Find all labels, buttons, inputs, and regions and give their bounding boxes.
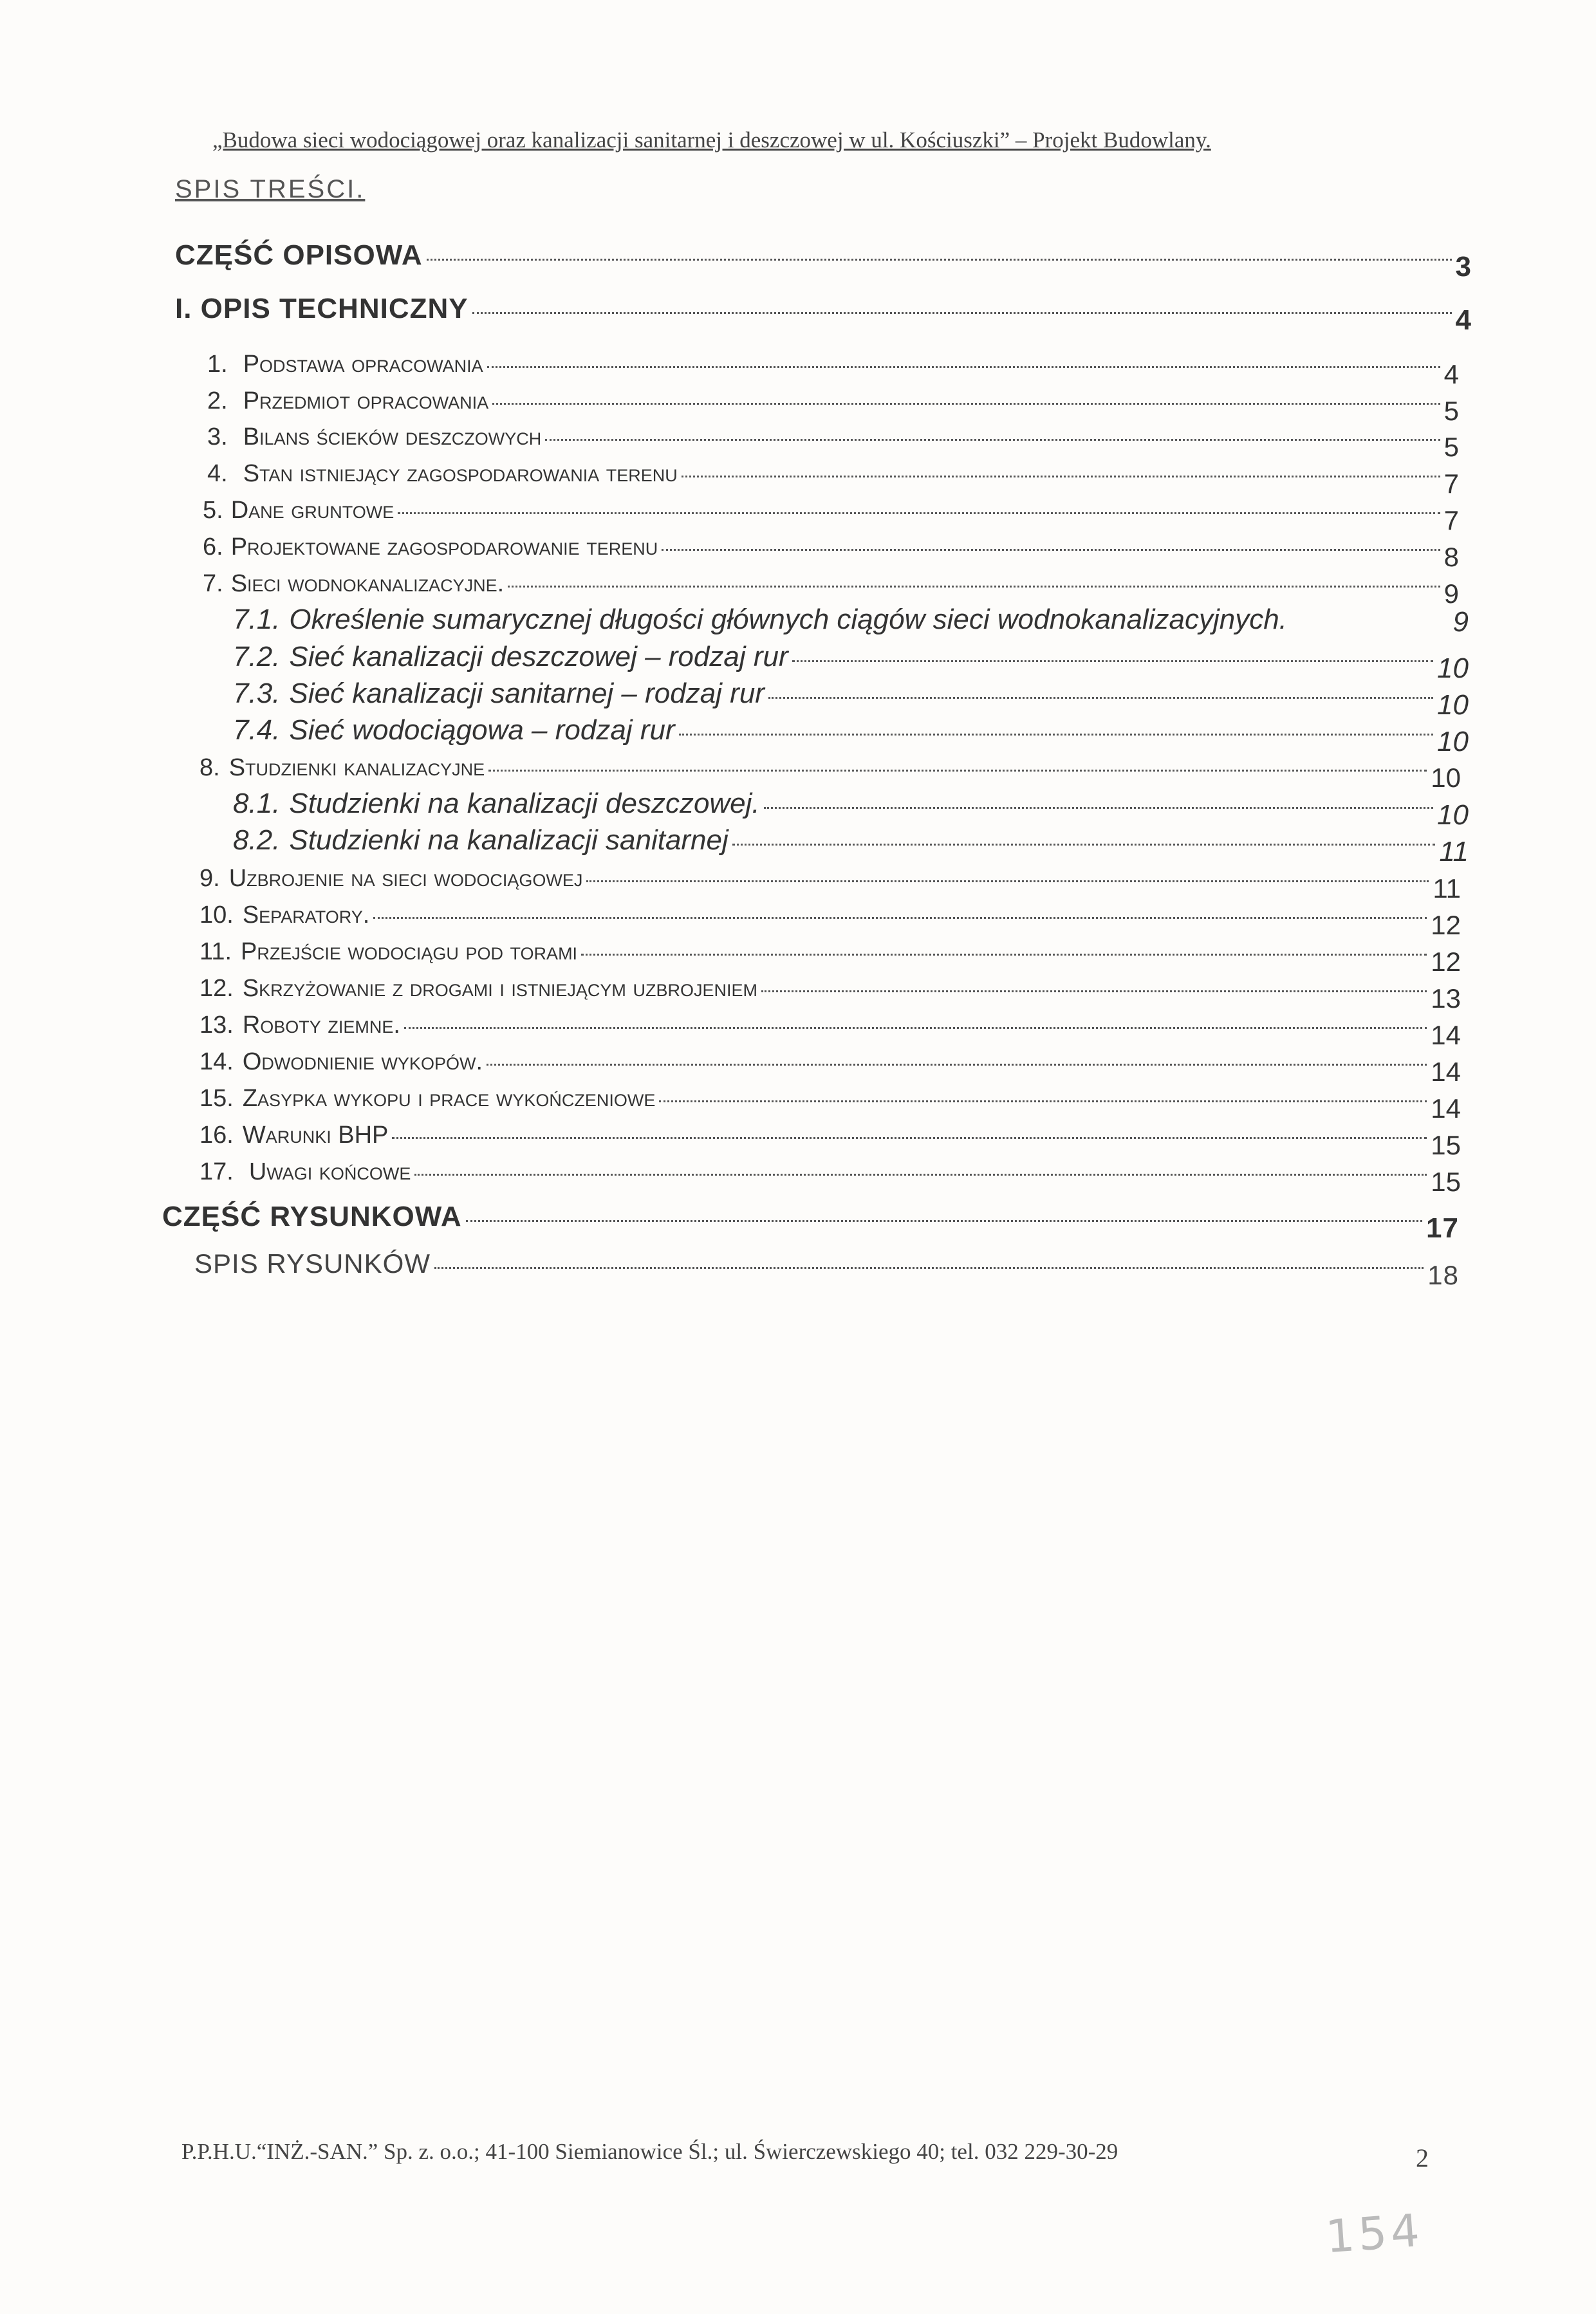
- toc-entry-page: 8: [1443, 542, 1459, 572]
- toc-entry-number: 6.: [203, 533, 223, 560]
- toc-entry-page: 10: [1437, 726, 1469, 757]
- toc-entry-number: 7.4.: [233, 714, 281, 746]
- toc-entry-number: 17.: [200, 1158, 234, 1185]
- toc-entry-page: 5: [1443, 432, 1459, 462]
- toc-entry-number: 13.: [200, 1012, 234, 1039]
- toc-entry-label: Sieć wodociągowa – rodzaj rur: [289, 714, 675, 746]
- toc-entry[interactable]: [200, 751, 1461, 793]
- toc-entry-label: Przejście wodociągu pod torami: [241, 938, 578, 965]
- handwritten-note: 154: [1324, 2203, 1425, 2264]
- toc-entry-number: 4.: [207, 460, 228, 487]
- toc-entry[interactable]: [194, 1248, 1459, 1290]
- toc-entry[interactable]: [233, 714, 1469, 757]
- toc-entry[interactable]: [207, 384, 1459, 426]
- toc-entry-page: 14: [1431, 1093, 1461, 1124]
- toc-entry-number: 8.2.: [233, 824, 281, 856]
- toc-entry-page: 10: [1437, 689, 1469, 721]
- toc-entry-number: 8.: [200, 754, 220, 781]
- toc-entry-number: 7.3.: [233, 678, 281, 709]
- document-header: „Budowa sieci wodociągowej oraz kanalizacji sanitarnej i deszczowej w ul. Kościuszki” – Projekt Budowlany.: [212, 127, 1211, 153]
- toc-entry-label: Sieci wodnokanalizacyjne.: [230, 570, 505, 597]
- toc-entry-number: 7.1.: [233, 604, 281, 635]
- toc-title: SPIS TREŚCI.: [175, 175, 366, 203]
- toc-entry[interactable]: [200, 1008, 1461, 1050]
- toc-entry-label: Warunki BHP: [242, 1122, 389, 1149]
- toc-entry[interactable]: [200, 935, 1461, 977]
- toc-entry[interactable]: [200, 1155, 1461, 1197]
- toc-entry-number: 11.: [200, 938, 232, 965]
- toc-entry-label: Studzienki na kanalizacji sanitarnej: [289, 824, 728, 856]
- toc-entry-number: 12.: [200, 975, 234, 1002]
- toc-entry-label: I. OPIS TECHNICZNY: [175, 293, 469, 324]
- toc-entry-label: Sieć kanalizacji deszczowej – rodzaj rur: [289, 641, 788, 672]
- toc-entry-number: 3.: [207, 423, 228, 450]
- toc-entry-label: Uzbrojenie na sieci wodociągowej: [228, 865, 583, 892]
- toc-entry-page: 10: [1437, 653, 1469, 684]
- toc-entry-page: 7: [1443, 505, 1459, 535]
- toc-entry-page: 11: [1433, 873, 1461, 903]
- toc-entry-page: 3: [1455, 251, 1472, 282]
- toc-entry[interactable]: [203, 567, 1459, 609]
- toc-entry-page: 11: [1439, 836, 1469, 867]
- toc-entry-label: Sieć kanalizacji sanitarnej – rodzaj rur: [289, 678, 765, 709]
- toc-entry[interactable]: [200, 898, 1461, 940]
- toc-entry-page: 7: [1443, 468, 1459, 499]
- toc-entry-page: 18: [1427, 1260, 1459, 1290]
- page-number: 2: [1416, 2143, 1429, 2172]
- toc-entry-number: 1.: [207, 351, 228, 378]
- toc-entry-label: SPIS RYSUNKÓW: [194, 1248, 431, 1279]
- toc-entry-label: CZĘŚĆ RYSUNKOWA: [162, 1201, 462, 1232]
- toc-entry[interactable]: [175, 239, 1472, 282]
- toc-entry-page: 14: [1431, 1020, 1461, 1050]
- toc-entry-page: 9: [1452, 606, 1469, 638]
- toc-entry[interactable]: [203, 530, 1459, 572]
- toc-entry-label: Stan istniejący zagospodarowania terenu: [243, 460, 678, 487]
- toc-entry-label: Bilans ścieków deszczowych: [243, 423, 542, 450]
- toc-entry-label: Uwagi końcowe: [248, 1158, 411, 1185]
- toc-entry-number: 2.: [207, 387, 228, 414]
- toc-entry-label: Odwodnienie wykopów.: [242, 1048, 483, 1075]
- toc-entry[interactable]: [162, 1201, 1459, 1244]
- toc-entry-number: 5.: [203, 497, 223, 524]
- toc-entry-page: 10: [1437, 799, 1469, 831]
- toc-entry-number: 8.1.: [233, 788, 281, 819]
- toc-entry[interactable]: [233, 788, 1469, 831]
- toc-entry-number: 7.2.: [233, 641, 281, 672]
- toc-entry-label: Podstawa opracowania: [243, 351, 483, 378]
- toc-entry-label: Skrzyżowanie z drogami i istniejącym uzbrojeniem: [242, 975, 757, 1002]
- toc-entry[interactable]: [233, 604, 1469, 636]
- toc-entry-label: CZĘŚĆ OPISOWA: [175, 239, 423, 271]
- toc-entry[interactable]: [175, 293, 1472, 336]
- toc-entry-label: Separatory.: [242, 902, 370, 929]
- toc-entry[interactable]: [233, 678, 1469, 721]
- toc-entry[interactable]: [207, 457, 1459, 499]
- toc-entry-number: 7.: [203, 570, 223, 597]
- toc-entry-page: 13: [1431, 983, 1461, 1014]
- toc-entry[interactable]: [200, 972, 1461, 1014]
- toc-entry-label: Określenie sumarycznej długości głównych ciągów sieci wodnokanalizacyjnych.: [289, 604, 1287, 635]
- toc-entry-number: 14.: [200, 1048, 234, 1075]
- toc-entry[interactable]: [207, 420, 1459, 462]
- toc-entry-page: 12: [1431, 947, 1461, 977]
- toc-entry-label: Roboty ziemne.: [242, 1012, 400, 1039]
- toc-entry-label: Zasypka wykopu i prace wykończeniowe: [242, 1085, 656, 1112]
- toc-entry[interactable]: [200, 1045, 1461, 1087]
- document-footer: P.P.H.U.“INŻ.-SAN.” Sp. z. o.o.; 41-100 Siemianowice Śl.; ul. Świerczewskiego 40; tel. 032 229-30-29: [181, 2139, 1118, 2164]
- toc-entry[interactable]: [200, 1082, 1461, 1124]
- toc-entry-label: Studzienki kanalizacyjne: [228, 754, 485, 781]
- toc-entry[interactable]: [207, 347, 1459, 389]
- toc-entry[interactable]: [233, 824, 1469, 867]
- toc-entry-number: 9.: [200, 865, 220, 892]
- toc-entry-label: Studzienki na kanalizacji deszczowej.: [289, 788, 760, 819]
- toc-entry-page: 4: [1455, 304, 1472, 336]
- toc-entry[interactable]: [233, 641, 1469, 684]
- toc-entry-page: 17: [1426, 1212, 1459, 1244]
- toc-entry-page: 9: [1443, 578, 1459, 609]
- toc-entry-page: 15: [1431, 1130, 1461, 1160]
- toc-entry-label: Przedmiot opracowania: [243, 387, 489, 414]
- toc-entry-number: 10.: [200, 902, 234, 929]
- toc-entry-page: 14: [1431, 1057, 1461, 1087]
- toc-entry[interactable]: [200, 862, 1461, 903]
- toc-entry-label: Projektowane zagospodarowanie terenu: [230, 533, 658, 560]
- toc-entry-page: 5: [1443, 396, 1459, 426]
- toc-entry[interactable]: [203, 494, 1459, 535]
- toc-entry-page: 12: [1431, 910, 1461, 940]
- toc-entry-page: 4: [1443, 359, 1459, 389]
- toc-entry-number: 15.: [200, 1085, 234, 1112]
- toc-entry-number: 16.: [200, 1122, 234, 1149]
- toc-entry[interactable]: [200, 1118, 1461, 1160]
- toc-entry-label: Dane gruntowe: [230, 497, 394, 524]
- toc-entry-page: 15: [1431, 1167, 1461, 1197]
- toc-entry-page: 10: [1431, 763, 1461, 793]
